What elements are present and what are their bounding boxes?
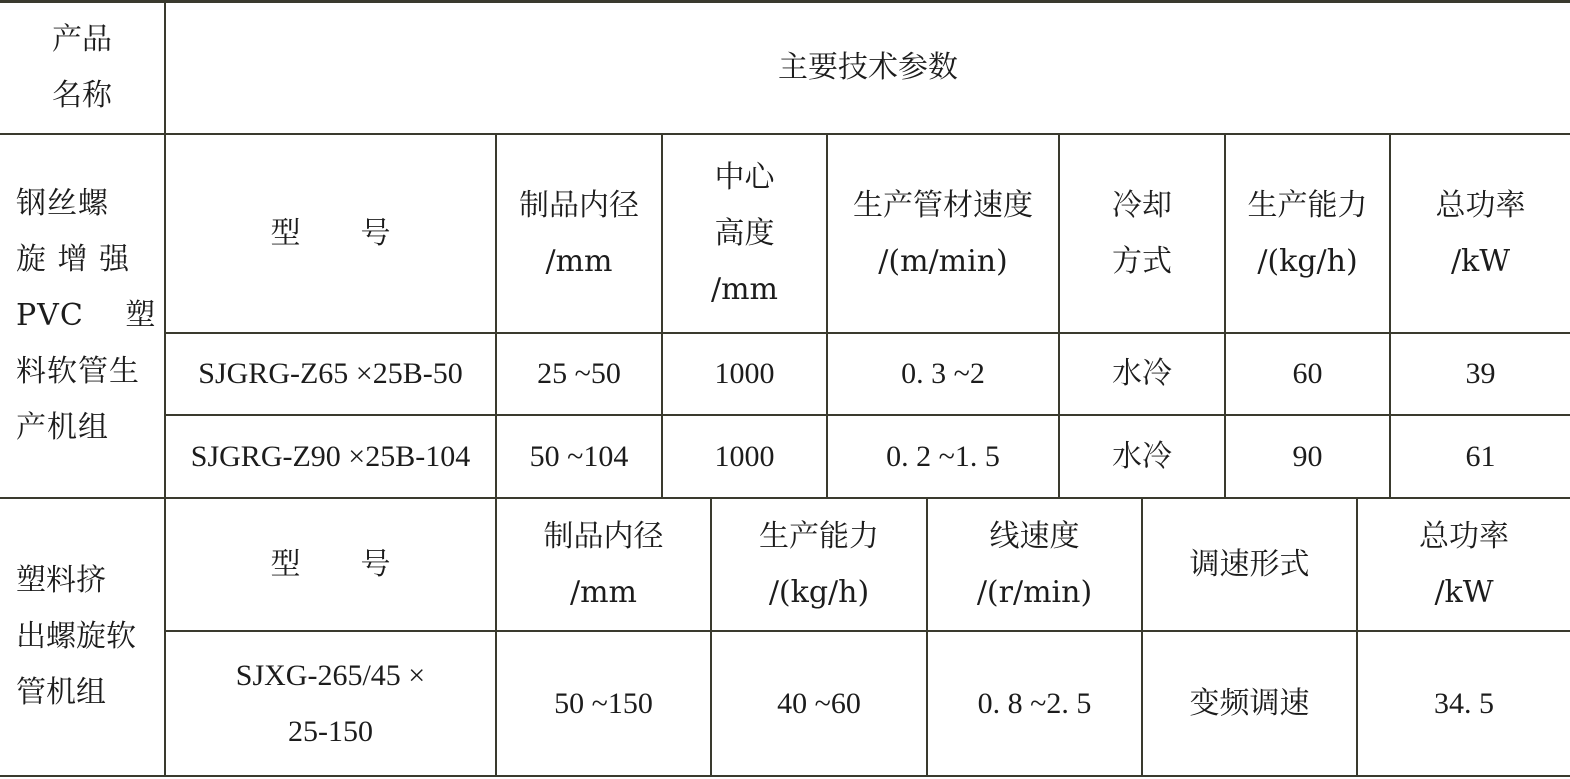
g1-r2-pipe-speed: 0. 2 ~1. 5	[886, 439, 1000, 473]
g1-col-pipe-speed: 生产管材速度 /(m/min)	[853, 187, 1033, 279]
g2-col-power: 总功率 /kW	[1419, 518, 1509, 610]
g1-col-power: 总功率 /kW	[1435, 187, 1526, 279]
group1-product-name: 钢丝螺 旋 增 强 PVC 塑 料软管生 产机组	[16, 186, 157, 445]
g2-col-line-speed: 线速度 /(r/min)	[976, 518, 1093, 610]
g2-col-capacity: 生产能力 /(kg/h)	[759, 518, 879, 610]
g1-r2-capacity: 90	[1292, 439, 1323, 473]
rule-bottom	[0, 775, 1570, 777]
g1-r2-model: SJGRG-Z90 ×25B-104	[190, 439, 471, 473]
g1-r1-capacity: 60	[1292, 357, 1323, 390]
g2-col-inner-diameter: 制品内径 /mm	[543, 518, 664, 610]
product-name-header: 产品 名称	[52, 22, 112, 113]
g1-r1-center-height: 1000	[714, 357, 775, 390]
group2-product-name: 塑料挤 出螺旋软 管机组	[16, 563, 136, 710]
g1-r1-model: SJGRG-Z65 ×25B-50	[198, 357, 463, 390]
g1-col-model: 型 号	[270, 215, 391, 251]
g1-r2-cooling: 水冷	[1112, 438, 1172, 474]
g1-r1-power: 39	[1465, 357, 1496, 390]
g1-col-inner-diameter: 制品内径 /mm	[519, 187, 639, 279]
g1-col-cooling: 冷却 方式	[1112, 187, 1172, 279]
g2-col-speed-control: 调速形式	[1189, 546, 1310, 582]
g2-r1-model: SJXG-265/45 × 25-150	[235, 658, 426, 748]
g1-r1-cooling: 水冷	[1112, 356, 1172, 391]
g1-col-center-height: 中心 高度 /mm	[710, 159, 778, 307]
g2-r1-capacity: 40 ~60	[777, 686, 861, 720]
g2-r1-power: 34. 5	[1434, 686, 1494, 720]
g1-r1-pipe-speed: 0. 3 ~2	[901, 357, 985, 390]
g1-r2-center-height: 1000	[714, 439, 775, 473]
main-params-header: 主要技术参数	[778, 50, 958, 85]
g2-r1-inner-diameter: 50 ~150	[554, 686, 653, 720]
g1-r1-inner-diameter: 25 ~50	[537, 357, 621, 390]
g2-r1-line-speed: 0. 8 ~2. 5	[977, 686, 1092, 720]
g1-r2-power: 61	[1465, 439, 1496, 473]
g1-col-capacity: 生产能力 /(kg/h)	[1247, 187, 1368, 279]
g2-r1-speed-control: 变频调速	[1189, 685, 1310, 721]
g2-col-model: 型 号	[270, 546, 391, 582]
g1-r2-inner-diameter: 50 ~104	[529, 439, 629, 473]
